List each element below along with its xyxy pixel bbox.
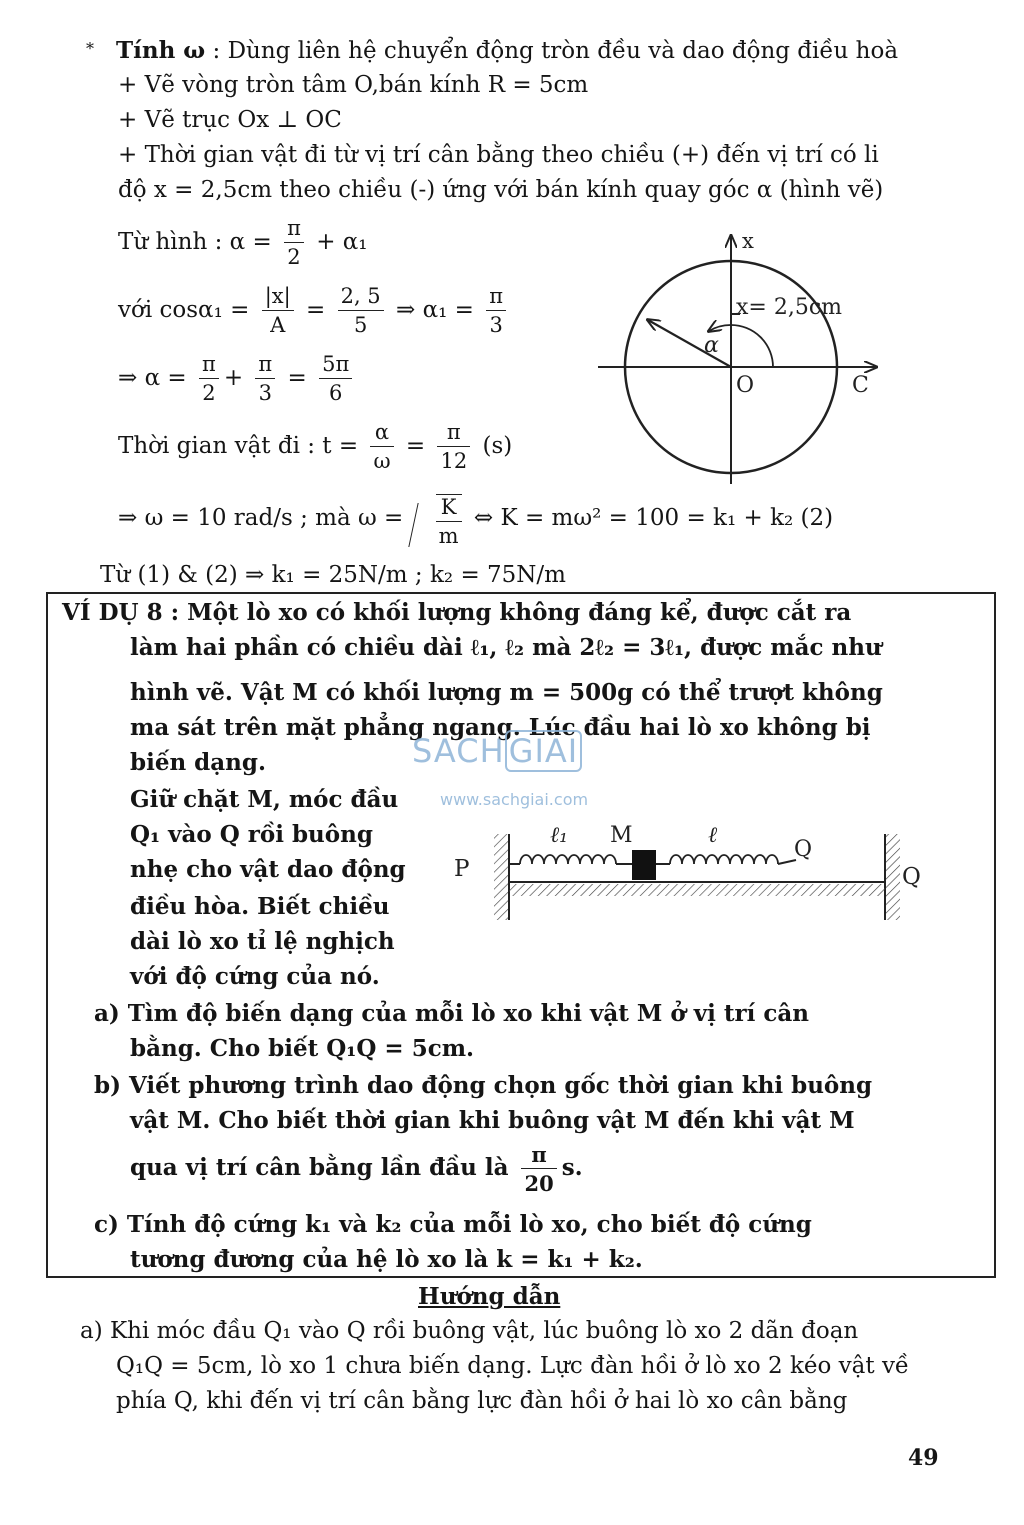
- example-line-8: nhẹ cho vật dao động: [130, 856, 406, 883]
- label-m: M: [610, 823, 633, 848]
- equation-time: [118, 418, 512, 474]
- eq4-eq: =: [405, 433, 426, 459]
- example-line-3: hình vẽ. Vật M có khối lượng m = 500g có thể trượt không: [130, 679, 883, 706]
- example-line-9: điều hòa. Biết chiều: [130, 893, 390, 920]
- point-c-label: C: [852, 373, 869, 398]
- page-number: 49: [908, 1445, 939, 1471]
- example-line-6: Giữ chặt M, móc đầu: [130, 786, 399, 813]
- eq3-frac2: [255, 354, 275, 404]
- eq3-num1: π: [199, 354, 219, 379]
- eq3-den3: 6: [329, 381, 343, 405]
- position-label: x= 2,5cm: [736, 295, 843, 320]
- eq4-num2: π: [437, 422, 470, 447]
- step-axis: + Vẽ trục Ox ⊥ OC: [118, 107, 342, 133]
- label-p: P: [454, 856, 470, 882]
- equation-omega: [118, 488, 833, 549]
- eq2-frac1: [262, 286, 294, 336]
- eq2-num2: 2, 5: [338, 286, 384, 311]
- example-line-2: làm hai phần có chiều dài ℓ₁, ℓ₂ mà 2ℓ₂ = 3ℓ₁, được mắc như: [130, 634, 882, 661]
- eq4-num1: α: [370, 422, 393, 447]
- eq1-den: 2: [287, 245, 301, 269]
- label-q: Q: [794, 837, 813, 862]
- bullet-star: *: [86, 39, 94, 58]
- guide-title: Hướng dẫn: [418, 1283, 561, 1310]
- question-a-2: bằng. Cho biết Q₁Q = 5cm.: [130, 1035, 475, 1062]
- center-label: O: [736, 373, 755, 398]
- example-text-1: Một lò xo có khối lượng không đáng kể, được cắt ra: [179, 599, 852, 626]
- example-label: VÍ DỤ 8 :: [62, 599, 180, 626]
- label-q-wall: Q: [902, 864, 921, 890]
- question-b-unit: s.: [561, 1154, 583, 1181]
- eq3-frac3: [319, 354, 352, 404]
- eq2-den1: A: [270, 313, 286, 337]
- question-b-3: [130, 1138, 583, 1198]
- eq1-lhs: Từ hình : α =: [118, 229, 272, 255]
- eq3-num3: 5π: [319, 354, 352, 379]
- question-b-3-text: qua vị trí cân bằng lần đầu là: [130, 1154, 509, 1181]
- spring-1: [520, 855, 616, 864]
- question-c-1: c) Tính độ cứng k₁ và k₂ của mỗi lò xo, cho biết độ cứng: [94, 1211, 812, 1238]
- eq3-eq: =: [287, 365, 307, 391]
- example-line-5: biến dạng.: [130, 749, 266, 776]
- equation-alpha: [118, 214, 368, 270]
- eq2-num3: π: [486, 286, 506, 311]
- eq2-frac3: [486, 286, 506, 336]
- question-b-den: 20: [524, 1171, 554, 1196]
- floor-hatch: [509, 884, 885, 896]
- mass-block: [632, 850, 656, 880]
- intro-bold: Tính ω: [116, 37, 206, 64]
- eq3-num2: π: [255, 354, 275, 379]
- step-time-b: độ x = 2,5cm theo chiều (-) ứng với bán kính quay góc α (hình vẽ): [118, 177, 884, 203]
- watermark-brand-b: GIAI: [505, 730, 583, 772]
- watermark-url: www.sachgiai.com: [440, 790, 589, 809]
- eq4-frac2: [437, 422, 470, 472]
- eq1-num: π: [284, 218, 304, 243]
- eq2-lhs: với cosα₁ =: [118, 297, 250, 323]
- eq3-den1: 2: [202, 381, 216, 405]
- eq3-den2: 3: [258, 381, 273, 405]
- question-c-2: tương đương của hệ lò xo là k = k₁ + k₂.: [130, 1246, 643, 1273]
- eq2-den2: 5: [353, 313, 368, 337]
- spring-2: [670, 855, 778, 864]
- equation-cos: [118, 282, 511, 338]
- eq4-unit: (s): [482, 433, 513, 459]
- question-b-2: vật M. Cho biết thời gian khi buông vật M đến khi vật M: [130, 1107, 855, 1134]
- right-wall: [885, 834, 900, 920]
- example-line-4: ma sát trên mặt phẳng ngang. Lúc đầu hai lò xo không bị: [130, 714, 871, 741]
- guide-line-1: a) Khi móc đầu Q₁ vào Q rồi buông vật, lúc buông lò xo 2 dãn đoạn: [80, 1318, 859, 1344]
- question-b-1: b) Viết phương trình dao động chọn gốc thời gian khi buông: [94, 1072, 873, 1099]
- question-b-frac: [521, 1144, 556, 1194]
- eq3-plus: +: [223, 365, 244, 391]
- x-axis-label: x: [742, 229, 754, 253]
- label-l1: ℓ₁: [550, 823, 568, 848]
- eq5-lhs: ⇒ ω = 10 rad/s ; mà ω =: [118, 505, 404, 531]
- eq4-frac1: [370, 422, 393, 472]
- intro-line: [116, 36, 898, 66]
- eq5-rhs: ⇔ K = mω² = 100 = k₁ + k₂ (2): [473, 505, 834, 531]
- eq2-num1: |x|: [262, 286, 294, 311]
- angle-arc-1: [731, 325, 773, 367]
- question-b-num: π: [521, 1144, 556, 1169]
- spring-figure: [450, 814, 940, 926]
- equation-k-result: Từ (1) & (2) ⇒ k₁ = 25N/m ; k₂ = 75N/m: [100, 562, 566, 588]
- angle-label: α: [704, 333, 719, 358]
- watermark-logo: [412, 732, 582, 770]
- watermark-brand-a: SACH: [412, 732, 505, 770]
- eq5-den: m: [438, 523, 459, 548]
- equation-alpha-result: [118, 350, 357, 406]
- eq1-frac: [284, 218, 304, 268]
- sqrt-sign: [411, 489, 467, 549]
- label-l: ℓ: [708, 823, 718, 848]
- eq4-den1: ω: [373, 449, 391, 473]
- guide-line-2: Q₁Q = 5cm, lò xo 1 chưa biến dạng. Lực đàn hồi ở lò xo 2 kéo vật về: [116, 1353, 910, 1379]
- eq4-den2: 12: [440, 449, 468, 473]
- example-line-11: với độ cứng của nó.: [130, 963, 380, 990]
- intro-rest: : Dùng liên hệ chuyển động tròn đều và dao động điều hoà: [205, 38, 899, 64]
- eq4-lhs: Thời gian vật đi : t =: [118, 433, 359, 459]
- eq2-frac2: [338, 286, 384, 336]
- eq2-den3: 3: [489, 313, 503, 337]
- example-line-10: dài lò xo tỉ lệ nghịch: [130, 928, 395, 955]
- eq3-lhs: ⇒ α =: [118, 365, 187, 391]
- example-line-1: [62, 598, 851, 628]
- eq2-imp: ⇒ α₁ =: [395, 297, 474, 323]
- left-wall: [494, 834, 509, 920]
- angle-arc-2: [709, 325, 731, 331]
- eq3-frac1: [199, 354, 219, 404]
- step-circle: + Vẽ vòng tròn tâm O,bán kính R = 5cm: [118, 72, 589, 98]
- step-time-a: + Thời gian vật đi từ vị trí cân bằng theo chiều (+) đến vị trí có li: [118, 142, 879, 168]
- guide-line-3: phía Q, khi đến vị trí cân bằng lực đàn hồi ở hai lò xo cân bằng: [116, 1388, 848, 1414]
- eq5-num: K: [436, 494, 462, 522]
- circle-figure: [590, 222, 890, 494]
- example-line-7: Q₁ vào Q rồi buông: [130, 821, 373, 848]
- eq5-frac: [436, 494, 462, 547]
- question-a-1: a) Tìm độ biến dạng của mỗi lò xo khi vật M ở vị trí cân: [94, 1000, 809, 1027]
- eq1-rhs: + α₁: [316, 229, 368, 255]
- eq2-eq: =: [306, 297, 326, 323]
